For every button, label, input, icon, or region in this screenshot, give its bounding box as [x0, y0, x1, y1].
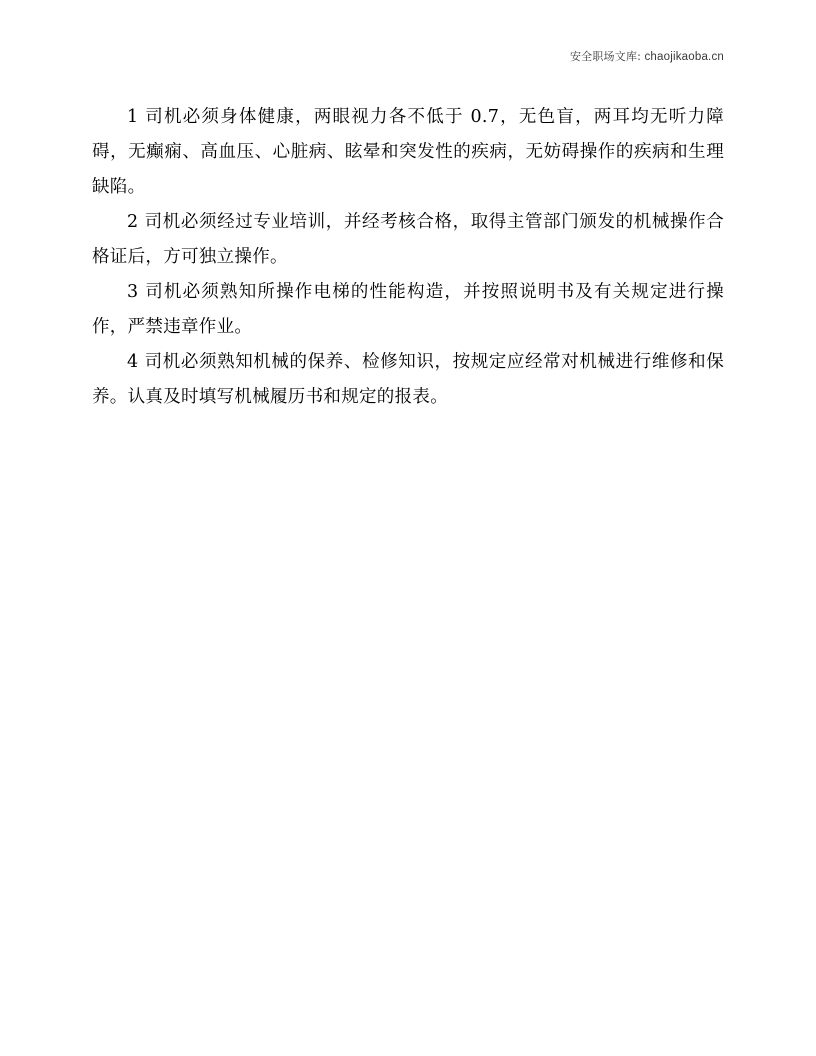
paragraph-4: 4 司机必须熟知机械的保养、检修知识，按规定应经常对机械进行维修和保养。认真及时填写机械履历书和规定的报表。: [92, 352, 724, 407]
paragraph-2: 2 司机必须经过专业培训，并经考核合格，取得主管部门颁发的机械操作合格证后，方可独立操作。: [92, 212, 724, 267]
page-header-watermark: [570, 48, 724, 64]
paragraph-3: 3 司机必须熟知所操作电梯的性能构造，并按照说明书及有关规定进行操作，严禁违章作业。: [92, 282, 724, 337]
header-label: 安全职场文库:: [569, 50, 642, 63]
paragraph-1: 1 司机必须身体健康，两眼视力各不低于 0.7，无色盲，两耳均无听力障碍，无癫痫、高血压、心脏病、眩晕和突发性的疾病，无妨碍操作的疾病和生理缺陷。: [92, 107, 724, 197]
header-site-url: chaojikaoba.cn: [644, 51, 724, 63]
document-body: [92, 100, 724, 415]
